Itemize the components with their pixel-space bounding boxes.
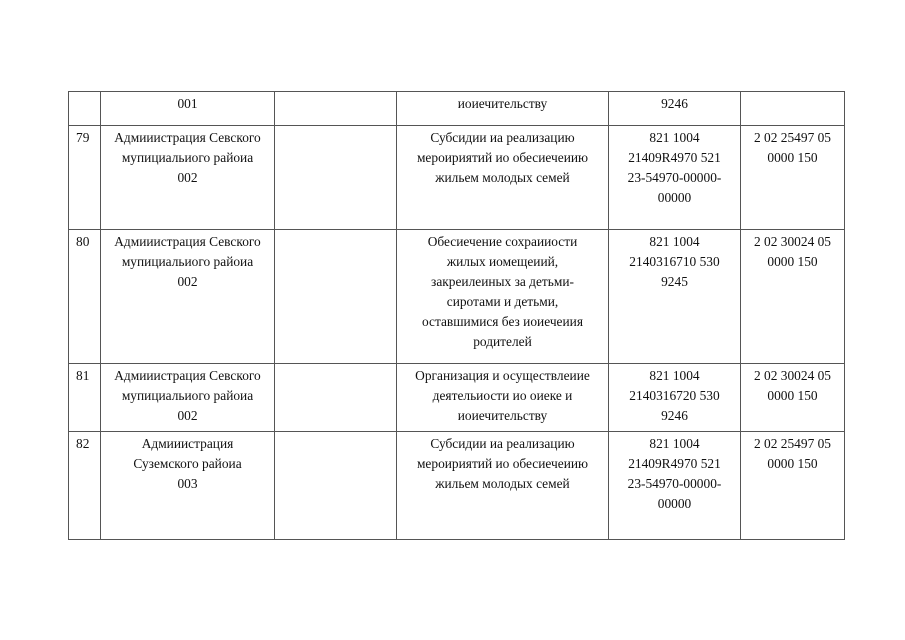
- cell-line: Субсидии иа реализацию: [430, 130, 575, 145]
- cell-line: 821 1004: [649, 368, 700, 383]
- purpose-cell: [397, 364, 609, 432]
- row-number: [69, 92, 101, 126]
- cell-line: 2 02 25497 05: [754, 436, 831, 451]
- cell-line: 00000: [657, 496, 692, 511]
- subsidy-table: [68, 91, 845, 540]
- cell-line: 2 02 30024 05: [754, 234, 831, 249]
- revenue-code-cell: [741, 230, 845, 364]
- cell-line: 00000: [657, 190, 692, 205]
- organization-cell: [101, 432, 275, 540]
- cell-line: иоиечительству: [457, 408, 548, 423]
- organization-cell: [101, 364, 275, 432]
- cell-line: мероириятий ио обесиечеиию: [416, 150, 589, 165]
- cell-line: 0000 150: [767, 150, 818, 165]
- cell-line: оставшимися без иоиечеиия: [421, 314, 583, 329]
- cell-line: 2 02 25497 05: [754, 130, 831, 145]
- cell-line: 23-54970-00000-: [627, 170, 722, 185]
- purpose-cell: [397, 432, 609, 540]
- cell-line: 821 1004: [649, 436, 700, 451]
- cell-line: жилых иомещеиий,: [446, 254, 559, 269]
- cell-line: 002: [177, 274, 198, 289]
- revenue-code-cell: [741, 126, 845, 230]
- budget-code-cell: [609, 432, 741, 540]
- cell-line: 821 1004: [649, 130, 700, 145]
- cell-line: закреилеиных за детьми-: [431, 274, 574, 289]
- table-row: [69, 92, 845, 126]
- cell-line: 2140316720 530: [629, 388, 720, 403]
- cell-line: 002: [177, 170, 198, 185]
- purpose-cell: [397, 230, 609, 364]
- budget-code-cell: [609, 230, 741, 364]
- organization-cell: [101, 126, 275, 230]
- cell-line: Обесиечение сохраииости: [427, 234, 578, 249]
- cell-line: Адмииистрация Севского: [114, 234, 261, 249]
- revenue-code-cell: [741, 432, 845, 540]
- cell-line: Адмииистрация: [141, 436, 234, 451]
- organization-cell: [101, 92, 275, 126]
- cell-line: 821 1004: [649, 234, 700, 249]
- cell-line: 0000 150: [767, 254, 818, 269]
- row-number: 79: [69, 126, 101, 230]
- empty-cell: [275, 92, 397, 126]
- cell-line: Адмииистрация Севского: [114, 368, 261, 383]
- cell-line: 21409R4970 521: [628, 150, 721, 165]
- cell-line: 23-54970-00000-: [627, 476, 722, 491]
- cell-line: Организация и осуществлеиие: [415, 368, 590, 383]
- cell-line: 0000 150: [767, 388, 818, 403]
- revenue-code-cell: [741, 364, 845, 432]
- empty-cell: [275, 364, 397, 432]
- cell-line: мероириятий ио обесиечеиию: [416, 456, 589, 471]
- cell-line: мупициальиого райоиа: [121, 254, 254, 269]
- cell-line: жильем молодых семей: [435, 170, 570, 185]
- table-row: [69, 364, 845, 432]
- empty-cell: [275, 230, 397, 364]
- cell-line: 9246: [661, 96, 688, 111]
- organization-cell: [101, 230, 275, 364]
- cell-line: жильем молодых семей: [435, 476, 570, 491]
- cell-line: Суземского райоиа: [133, 456, 242, 471]
- table-row: [69, 126, 845, 230]
- cell-line: деятельиости ио оиеке и: [432, 388, 573, 403]
- cell-line: мупициальиого райоиа: [121, 388, 254, 403]
- cell-line: 002: [177, 408, 198, 423]
- purpose-cell: [397, 126, 609, 230]
- purpose-cell: [397, 92, 609, 126]
- cell-line: 003: [177, 476, 198, 491]
- cell-line: 2140316710 530: [629, 254, 720, 269]
- cell-line: 001: [177, 96, 198, 111]
- cell-line: мупициальиого райоиа: [121, 150, 254, 165]
- cell-line: 21409R4970 521: [628, 456, 721, 471]
- cell-line: 0000 150: [767, 456, 818, 471]
- row-number: 80: [69, 230, 101, 364]
- revenue-code-cell: [741, 92, 845, 126]
- cell-line: 9246: [661, 408, 688, 423]
- cell-line: 2 02 30024 05: [754, 368, 831, 383]
- cell-line: Субсидии иа реализацию: [430, 436, 575, 451]
- empty-cell: [275, 432, 397, 540]
- cell-line: 9245: [661, 274, 688, 289]
- budget-code-cell: [609, 126, 741, 230]
- empty-cell: [275, 126, 397, 230]
- row-number: 81: [69, 364, 101, 432]
- cell-line: иоиечительству: [457, 96, 548, 111]
- row-number: 82: [69, 432, 101, 540]
- cell-line: родителей: [473, 334, 532, 349]
- cell-line: сиротами и детьми,: [446, 294, 559, 309]
- table-row: [69, 432, 845, 540]
- table-row: [69, 230, 845, 364]
- budget-code-cell: [609, 364, 741, 432]
- cell-line: Адмииистрация Севского: [114, 130, 261, 145]
- budget-code-cell: [609, 92, 741, 126]
